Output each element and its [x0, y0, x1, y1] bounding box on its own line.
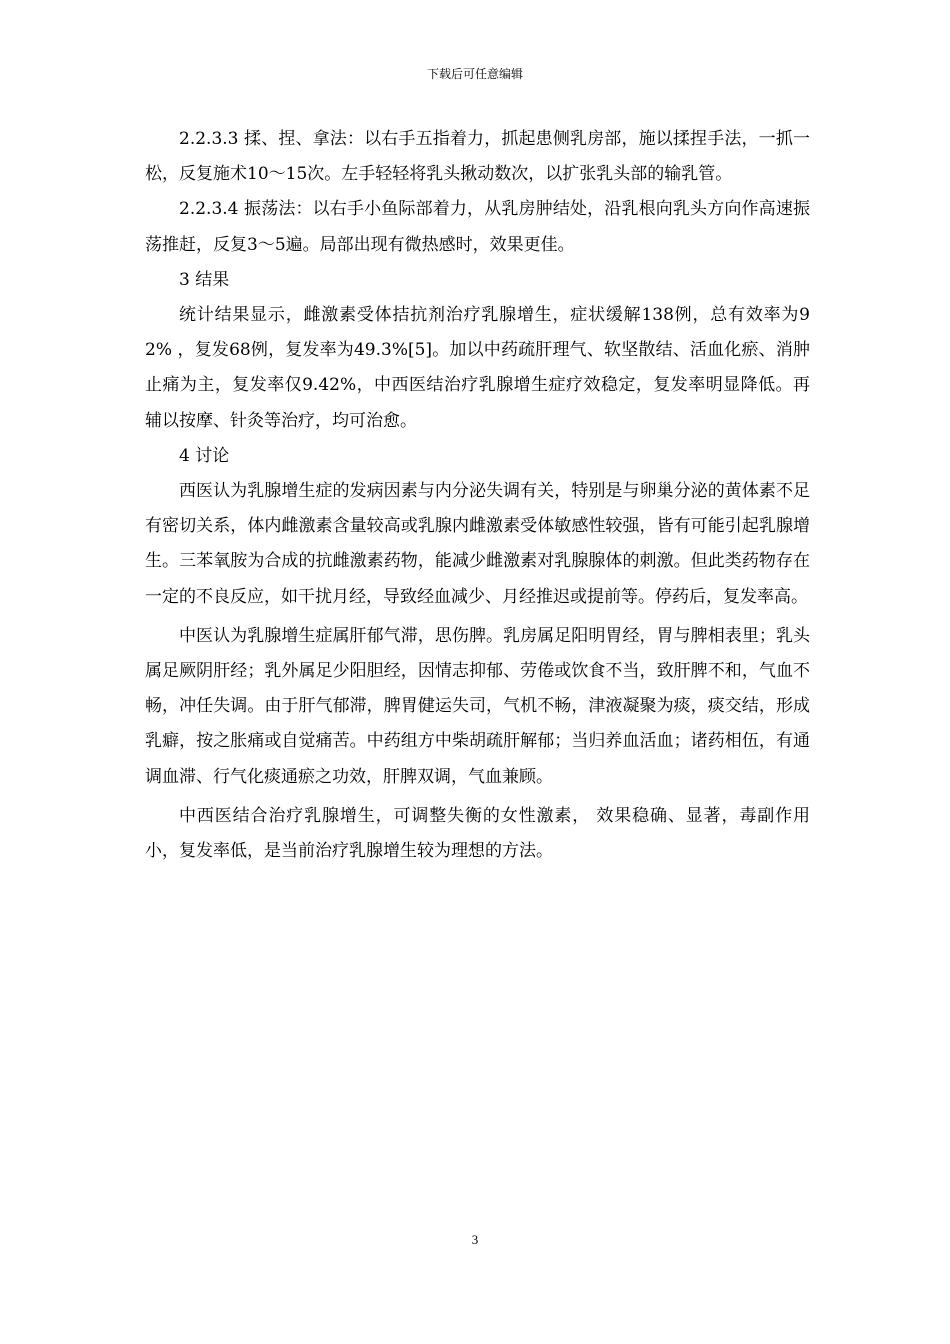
paragraph-discussion-2: 中医认为乳腺增生症属肝郁气滞，思伤脾。乳房属足阳明胃经，胃与脾相表里；乳头属足厥阴肝经；乳外属足少阳胆经，因情志抑郁、劳倦或饮食不当，致肝脾不和，气血不畅，冲任失调。由于肝气郁滞，脾胃健运失司，气机不畅，津液凝聚为痰，痰交结，形成乳癖，按之胀痛或自觉痛苦。中药组方中柴胡疏肝解郁；当归养血活血；诸药相伍，有通调血滞、行气化痰通瘀之功效，肝脾双调，气血兼顾。	[145, 625, 810, 787]
page-header: 下载后可任意编辑	[426, 67, 523, 81]
section-heading-results: 3 结果	[179, 269, 230, 290]
paragraph-results: 统计结果显示，雌激素受体拮抗剂治疗乳腺增生，症状缓解138例，总有效率为92% ，复发68例，复发率为49.3%[5]。加以中药疏肝理气、软坚散结、活血化瘀、消肿止痛为主，复发率仅9.42%，中西医结治疗乳腺增生症疗效稳定，复发率明显降低。再辅以按摩、针灸等治疗，均可治愈。	[145, 305, 810, 431]
section-heading-discussion: 4 讨论	[179, 445, 230, 466]
paragraph-discussion-1: 西医认为乳腺增生症的发病因素与内分泌失调有关，特别是与卵巢分泌的黄体素不足有密切关系，体内雌激素含量较高或乳腺内雌激素受体敏感性较强，皆有可能引起乳腺增生。三苯氧胺为合成的抗雌激素药物，能减少雌激素对乳腺腺体的刺激。但此类药物存在一定的不良反应，如干扰月经，导致经血减少、月经推迟或提前等。停药后，复发率高。	[145, 481, 810, 607]
paragraph-discussion-3: 中西医结合治疗乳腺增生，可调整失衡的女性激素， 效果稳确、显著，毒副作用小，复发率低，是当前治疗乳腺增生较为理想的方法。	[145, 805, 810, 862]
page-number: 3	[471, 1232, 479, 1247]
document-body	[145, 122, 810, 869]
paragraph-2-2-3-3: 2.2.3.3 揉、捏、拿法：以右手五指着力，抓起患侧乳房部，施以揉捏手法，一抓一松，反复施术10～15次。左手轻轻将乳头揪动数次，以扩张乳头部的输乳管。	[145, 129, 810, 185]
paragraph-2-2-3-4: 2.2.3.4 振荡法：以右手小鱼际部着力，从乳房肿结处，沿乳根向乳头方向作高速振荡推赶，反复3～5遍。局部出现有微热感时，效果更佳。	[145, 199, 810, 255]
